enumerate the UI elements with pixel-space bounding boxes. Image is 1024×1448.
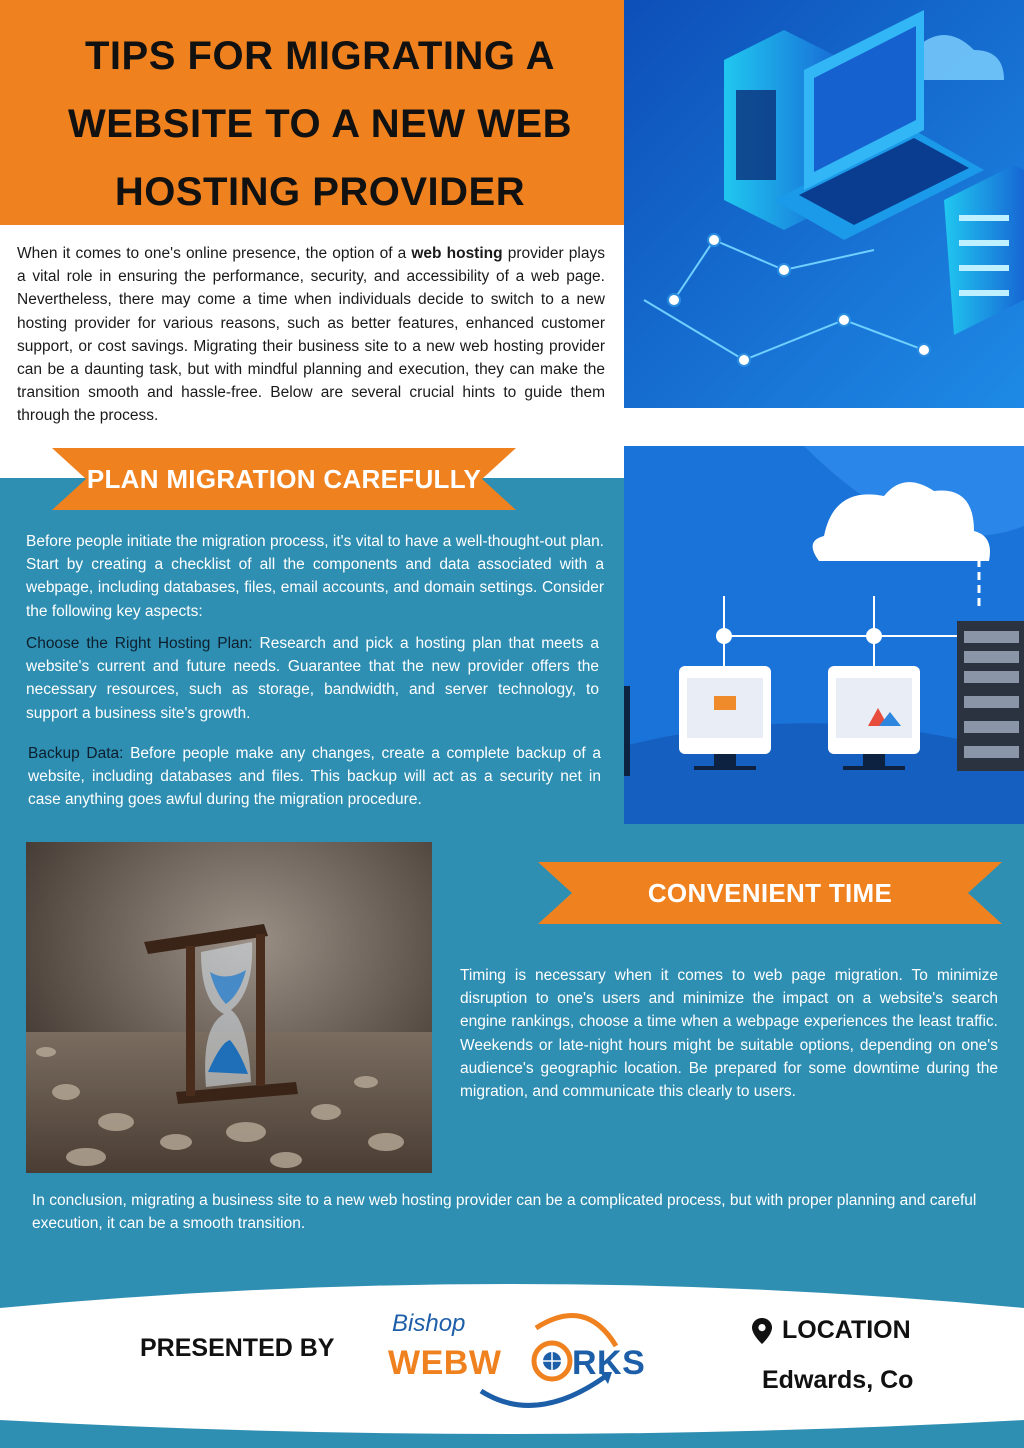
logo-right-word: RKS (572, 1344, 646, 1382)
cloud-network-illustration (624, 446, 1024, 824)
hosting-plan-point (26, 632, 599, 725)
convenient-time-heading: CONVENIENT TIME (647, 878, 893, 908)
conclusion-paragraph: In conclusion, migrating a business site to a new web hosting provider can be a complicated process, but with proper planning and careful execution, it can be a smooth transition. (32, 1192, 977, 1233)
hosting-plan-text: Research and pick a hosting plan that meets a website's current and future needs. Guarantee that the new provider offers the necessary resources, such as storage, bandwidth, and server technology, to support a business site's growth. (26, 635, 599, 722)
title-line-3: HOSTING PROVIDER (114, 170, 526, 214)
server-illustration (624, 0, 1024, 408)
convenient-time-ribbon (538, 862, 1002, 924)
plan-migration-paragraph: Before people initiate the migration process, it's vital to have a well-thought-out plan. Start by creating a checklist of all the components and data associated with a webpage, including databases, files, email accounts, and domain settings. Consider the following key aspects: (26, 533, 604, 620)
plan-migration-ribbon (52, 448, 516, 510)
title-line-1: TIPS FOR MIGRATING A (85, 34, 555, 78)
intro-text-rest: provider plays a vital role in ensuring the performance, security, and accessibility of a web page. Nevertheless, there may come a time when individuals decide to switch to a new hosting provider for various reasons, such as better features, enhanced customer support, or cost savings. Migrating their business site to a new web hosting provider can be a daunting task, but with mindful planning and execution, they can make the transition smooth and hassle-free. Below are several crucial hints to guide them through the process. (17, 245, 605, 425)
backup-data-label: Backup Data: (28, 745, 124, 762)
backup-data-point (28, 742, 601, 812)
location-label: LOCATION (782, 1316, 911, 1344)
logo-top-word: Bishop (392, 1310, 466, 1337)
bishop-webworks-logo (386, 1306, 646, 1412)
intro-paragraph (17, 242, 605, 428)
backup-data-text: Before people make any changes, create a complete backup of a website, including databases and files. This backup will act as a security net in case anything goes awful during the migration procedure. (28, 745, 601, 809)
convenient-time-paragraph: Timing is necessary when it comes to web page migration. To minimize disruption to one's users and minimize the impact on a website's search engine rankings, choose a time when a webpage experiences the least traffic. Weekends or late-night hours might be suitable options, depending on one's audience's geographic location. Be prepared for some downtime during the migration, and communicate this clearly to users. (460, 967, 998, 1101)
presented-by-label: PRESENTED BY (140, 1334, 335, 1362)
plan-migration-heading: PLAN MIGRATION CAREFULLY (86, 464, 482, 494)
header-banner (0, 0, 624, 225)
title-line-2: WEBSITE TO A NEW WEB (67, 102, 573, 146)
logo-left-word: WEBW (388, 1344, 502, 1382)
hosting-plan-label: Choose the Right Hosting Plan: (26, 635, 253, 652)
hourglass-photo-svg (26, 842, 432, 1173)
page-title (30, 22, 610, 226)
location-heading (752, 1316, 911, 1345)
server-illustration-svg (624, 0, 1024, 408)
map-pin-icon (752, 1318, 772, 1344)
intro-bold-keyword: web hosting (411, 245, 503, 262)
intro-text-start: When it comes to one's online presence, the option of a (17, 245, 412, 262)
hourglass-photo (26, 842, 432, 1173)
location-value: Edwards, Co (762, 1366, 914, 1394)
cloud-network-svg (624, 446, 1024, 824)
